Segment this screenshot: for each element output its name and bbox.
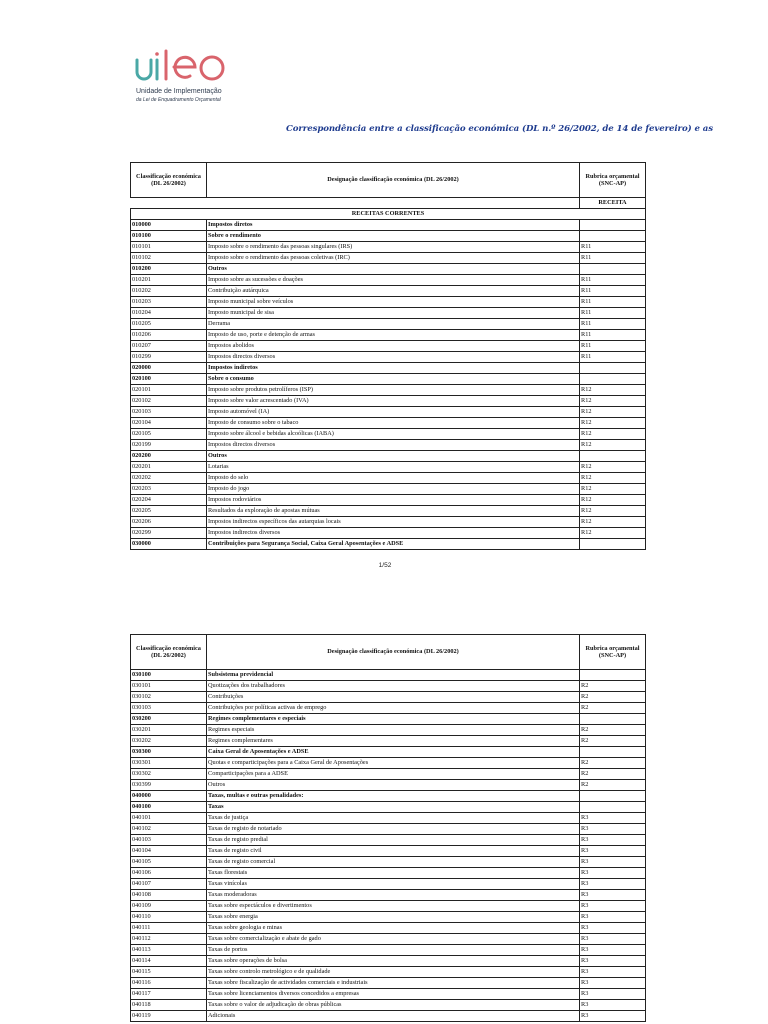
row-rubrica: R11 bbox=[580, 308, 646, 319]
header-rubrica: Rubrica orçamental (SNC-AP) bbox=[580, 163, 646, 198]
row-rubrica: R2 bbox=[580, 758, 646, 769]
row-rubrica: R11 bbox=[580, 319, 646, 330]
row-rubrica bbox=[580, 374, 646, 385]
table-row bbox=[131, 484, 646, 495]
row-description: Impostos rodoviários bbox=[207, 495, 580, 506]
table-row bbox=[131, 517, 646, 528]
row-code: 020102 bbox=[131, 396, 207, 407]
row-code: 030000 bbox=[131, 539, 207, 550]
row-description: Impostos directos diversos bbox=[207, 352, 580, 363]
row-code: 040102 bbox=[131, 824, 207, 835]
row-code: 020105 bbox=[131, 429, 207, 440]
table-row bbox=[131, 374, 646, 385]
row-code: 030399 bbox=[131, 780, 207, 791]
table-row bbox=[131, 736, 646, 747]
table-row bbox=[131, 1011, 646, 1022]
row-description: Outros bbox=[207, 264, 580, 275]
row-code: 040117 bbox=[131, 989, 207, 1000]
row-description: Taxas de registo civil bbox=[207, 846, 580, 857]
row-rubrica bbox=[580, 363, 646, 374]
table-row bbox=[131, 868, 646, 879]
row-rubrica: R3 bbox=[580, 835, 646, 846]
row-rubrica: R3 bbox=[580, 934, 646, 945]
table-row bbox=[131, 539, 646, 550]
row-description: Taxas sobre fiscalização de actividades comerciais e industriais bbox=[207, 978, 580, 989]
row-code: 010204 bbox=[131, 308, 207, 319]
row-rubrica: R2 bbox=[580, 692, 646, 703]
row-description: Adicionais bbox=[207, 1011, 580, 1022]
table-row bbox=[131, 451, 646, 462]
row-code: 040103 bbox=[131, 835, 207, 846]
row-code: 020202 bbox=[131, 473, 207, 484]
table-row bbox=[131, 824, 646, 835]
table-row bbox=[131, 923, 646, 934]
row-description: Lotarias bbox=[207, 462, 580, 473]
row-rubrica: R3 bbox=[580, 901, 646, 912]
row-code: 040105 bbox=[131, 857, 207, 868]
table-row bbox=[131, 769, 646, 780]
table-row bbox=[131, 275, 646, 286]
table-row bbox=[131, 956, 646, 967]
row-rubrica: R12 bbox=[580, 396, 646, 407]
row-description: Imposto sobre as sucessões e doações bbox=[207, 275, 580, 286]
row-description: Impostos indiretos bbox=[207, 363, 580, 374]
row-description: Caixa Geral de Aposentações e ADSE bbox=[207, 747, 580, 758]
row-description: Regimes complementares e especiais bbox=[207, 714, 580, 725]
row-rubrica: R3 bbox=[580, 978, 646, 989]
row-code: 010100 bbox=[131, 231, 207, 242]
table-row bbox=[131, 495, 646, 506]
row-rubrica bbox=[580, 539, 646, 550]
row-rubrica: R3 bbox=[580, 1011, 646, 1022]
row-description: Imposto municipal sobre veículos bbox=[207, 297, 580, 308]
row-rubrica: R3 bbox=[580, 813, 646, 824]
header-designacao: Designação classificação económica (DL 26/2002) bbox=[207, 635, 580, 670]
row-code: 010203 bbox=[131, 297, 207, 308]
header-rubrica: Rubrica orçamental (SNC-AP) bbox=[580, 635, 646, 670]
row-rubrica bbox=[580, 670, 646, 681]
row-code: 010200 bbox=[131, 264, 207, 275]
row-description: Taxas moderadoras bbox=[207, 890, 580, 901]
row-code: 020103 bbox=[131, 407, 207, 418]
row-code: 020200 bbox=[131, 451, 207, 462]
row-description: Imposto sobre valor acrescentado (IVA) bbox=[207, 396, 580, 407]
table-row bbox=[131, 1000, 646, 1011]
row-rubrica: R12 bbox=[580, 506, 646, 517]
table-row bbox=[131, 670, 646, 681]
table-row bbox=[131, 747, 646, 758]
table-row bbox=[131, 901, 646, 912]
row-code: 020101 bbox=[131, 385, 207, 396]
row-rubrica: R11 bbox=[580, 352, 646, 363]
table-row bbox=[131, 231, 646, 242]
row-rubrica: R3 bbox=[580, 923, 646, 934]
row-code: 040100 bbox=[131, 802, 207, 813]
header-classificacao: Classificação económica (DL 26/2002) bbox=[131, 163, 207, 198]
row-description: Contribuição autárquica bbox=[207, 286, 580, 297]
row-rubrica: R3 bbox=[580, 1000, 646, 1011]
row-code: 010299 bbox=[131, 352, 207, 363]
row-description: Taxas de portos bbox=[207, 945, 580, 956]
band-receitas-correntes: RECEITAS CORRENTES bbox=[131, 209, 646, 220]
row-description: Subsistema previdencial bbox=[207, 670, 580, 681]
table-row bbox=[131, 418, 646, 429]
row-rubrica: R12 bbox=[580, 440, 646, 451]
row-description: Taxas vinícolas bbox=[207, 879, 580, 890]
row-code: 020204 bbox=[131, 495, 207, 506]
logo-subtitle: Unidade de Implementação bbox=[136, 88, 222, 95]
logo-tagline: da Lei de Enquadramento Orçamental bbox=[136, 97, 221, 103]
table-row bbox=[131, 407, 646, 418]
table-row bbox=[131, 264, 646, 275]
row-code: 020299 bbox=[131, 528, 207, 539]
row-code: 030301 bbox=[131, 758, 207, 769]
row-code: 040115 bbox=[131, 967, 207, 978]
row-code: 040107 bbox=[131, 879, 207, 890]
table-row bbox=[131, 945, 646, 956]
row-description: Contribuições para Segurança Social, Caixa Geral Aposentações e ADSE bbox=[207, 539, 580, 550]
row-rubrica: R12 bbox=[580, 385, 646, 396]
row-code: 030102 bbox=[131, 692, 207, 703]
table-row bbox=[131, 967, 646, 978]
table-row bbox=[131, 352, 646, 363]
table-row bbox=[131, 758, 646, 769]
table-row bbox=[131, 890, 646, 901]
row-code: 020201 bbox=[131, 462, 207, 473]
row-description: Impostos abolidos bbox=[207, 341, 580, 352]
row-code: 040111 bbox=[131, 923, 207, 934]
band-receita-row bbox=[131, 198, 646, 209]
row-rubrica: R11 bbox=[580, 297, 646, 308]
table-row bbox=[131, 385, 646, 396]
row-description: Resultados da exploração de apostas mútuas bbox=[207, 506, 580, 517]
row-description: Regimes complementares bbox=[207, 736, 580, 747]
row-rubrica: R12 bbox=[580, 418, 646, 429]
row-code: 040119 bbox=[131, 1011, 207, 1022]
row-rubrica: R2 bbox=[580, 780, 646, 791]
table-row bbox=[131, 253, 646, 264]
table-header-row bbox=[131, 635, 646, 670]
row-description: Contribuições por políticas activas de emprego bbox=[207, 703, 580, 714]
row-code: 040101 bbox=[131, 813, 207, 824]
row-code: 020000 bbox=[131, 363, 207, 374]
row-description: Taxas bbox=[207, 802, 580, 813]
row-code: 010000 bbox=[131, 220, 207, 231]
row-code: 010101 bbox=[131, 242, 207, 253]
row-description: Outros bbox=[207, 780, 580, 791]
row-description: Imposto do selo bbox=[207, 473, 580, 484]
row-code: 010205 bbox=[131, 319, 207, 330]
row-rubrica: R3 bbox=[580, 890, 646, 901]
table-row bbox=[131, 835, 646, 846]
row-description: Taxas, multas e outras penalidades: bbox=[207, 791, 580, 802]
table-row bbox=[131, 725, 646, 736]
row-rubrica: R3 bbox=[580, 824, 646, 835]
row-description: Imposto automóvel (IA) bbox=[207, 407, 580, 418]
row-description: Impostos indirectos diversos bbox=[207, 528, 580, 539]
row-code: 040108 bbox=[131, 890, 207, 901]
row-rubrica bbox=[580, 264, 646, 275]
row-description: Taxas florestais bbox=[207, 868, 580, 879]
row-rubrica: R2 bbox=[580, 725, 646, 736]
row-rubrica: R12 bbox=[580, 484, 646, 495]
table2-body bbox=[131, 670, 646, 1022]
row-code: 020104 bbox=[131, 418, 207, 429]
row-rubrica: R11 bbox=[580, 242, 646, 253]
table-row bbox=[131, 846, 646, 857]
row-rubrica: R11 bbox=[580, 286, 646, 297]
row-code: 040106 bbox=[131, 868, 207, 879]
row-code: 040112 bbox=[131, 934, 207, 945]
row-code: 030202 bbox=[131, 736, 207, 747]
row-code: 010102 bbox=[131, 253, 207, 264]
row-code: 030201 bbox=[131, 725, 207, 736]
table-row bbox=[131, 703, 646, 714]
band-correntes-row bbox=[131, 209, 646, 220]
row-rubrica: R11 bbox=[580, 275, 646, 286]
row-rubrica: R11 bbox=[580, 341, 646, 352]
row-code: 010202 bbox=[131, 286, 207, 297]
row-description: Derrama bbox=[207, 319, 580, 330]
row-description: Taxas de registo predial bbox=[207, 835, 580, 846]
row-code: 040116 bbox=[131, 978, 207, 989]
row-description: Taxas de registo comercial bbox=[207, 857, 580, 868]
table-row bbox=[131, 396, 646, 407]
row-description: Taxas sobre comercialização e abate de gado bbox=[207, 934, 580, 945]
row-description: Imposto de uso, porte e detenção de armas bbox=[207, 330, 580, 341]
unileo-logo bbox=[132, 48, 252, 112]
row-rubrica: R3 bbox=[580, 857, 646, 868]
row-rubrica bbox=[580, 747, 646, 758]
row-code: 040110 bbox=[131, 912, 207, 923]
row-rubrica bbox=[580, 220, 646, 231]
table-row bbox=[131, 780, 646, 791]
row-rubrica: R3 bbox=[580, 846, 646, 857]
row-rubrica: R12 bbox=[580, 473, 646, 484]
row-rubrica bbox=[580, 802, 646, 813]
row-description: Impostos directos diversos bbox=[207, 440, 580, 451]
table-row bbox=[131, 934, 646, 945]
row-description: Imposto municipal de sisa bbox=[207, 308, 580, 319]
row-description: Comparticipações para a ADSE bbox=[207, 769, 580, 780]
table-row bbox=[131, 813, 646, 824]
row-code: 010201 bbox=[131, 275, 207, 286]
row-code: 030103 bbox=[131, 703, 207, 714]
table-row bbox=[131, 440, 646, 451]
row-rubrica: R12 bbox=[580, 495, 646, 506]
row-description: Taxas sobre geologia e minas bbox=[207, 923, 580, 934]
row-description: Imposto sobre o rendimento das pessoas coletivas (IRC) bbox=[207, 253, 580, 264]
row-description: Outros bbox=[207, 451, 580, 462]
row-code: 030300 bbox=[131, 747, 207, 758]
table-row bbox=[131, 297, 646, 308]
row-code: 040114 bbox=[131, 956, 207, 967]
row-description: Regimes especiais bbox=[207, 725, 580, 736]
table-row bbox=[131, 879, 646, 890]
row-code: 030302 bbox=[131, 769, 207, 780]
row-description: Imposto sobre produtos petrolíferos (ISP) bbox=[207, 385, 580, 396]
row-description: Contribuições bbox=[207, 692, 580, 703]
table-row bbox=[131, 330, 646, 341]
row-code: 030200 bbox=[131, 714, 207, 725]
row-description: Taxas sobre controlo metrológico e de qualidade bbox=[207, 967, 580, 978]
row-rubrica: R12 bbox=[580, 517, 646, 528]
classification-table-page2 bbox=[130, 634, 646, 1022]
table-row bbox=[131, 341, 646, 352]
table-row bbox=[131, 506, 646, 517]
table1-body bbox=[131, 198, 646, 550]
row-code: 020205 bbox=[131, 506, 207, 517]
document-title: Correspondência entre a classificação económica (DL n.º 26/2002, de 14 de fevereiro) e as bbox=[286, 124, 713, 134]
row-description: Taxas sobre licenciamentos diversos concedidos a empresas bbox=[207, 989, 580, 1000]
table-row bbox=[131, 220, 646, 231]
classification-table-page1 bbox=[130, 162, 646, 550]
table-row bbox=[131, 912, 646, 923]
row-description: Taxas sobre o valor de adjudicação de obras públicas bbox=[207, 1000, 580, 1011]
table-row bbox=[131, 242, 646, 253]
table-row bbox=[131, 363, 646, 374]
table-row bbox=[131, 681, 646, 692]
row-description: Taxas de justiça bbox=[207, 813, 580, 824]
table-row bbox=[131, 319, 646, 330]
row-description: Quotas e comparticipações para a Caixa Geral de Aposentações bbox=[207, 758, 580, 769]
header-designacao: Designação classificação económica (DL 26/2002) bbox=[207, 163, 580, 198]
row-code: 020199 bbox=[131, 440, 207, 451]
row-rubrica: R3 bbox=[580, 868, 646, 879]
row-rubrica bbox=[580, 791, 646, 802]
row-description: Impostos diretos bbox=[207, 220, 580, 231]
row-rubrica: R2 bbox=[580, 769, 646, 780]
table-row bbox=[131, 473, 646, 484]
row-description: Sobre o rendimento bbox=[207, 231, 580, 242]
table-row bbox=[131, 692, 646, 703]
row-code: 030100 bbox=[131, 670, 207, 681]
table-row bbox=[131, 714, 646, 725]
row-rubrica: R2 bbox=[580, 703, 646, 714]
row-rubrica: R2 bbox=[580, 736, 646, 747]
table-row bbox=[131, 791, 646, 802]
header-classificacao: Classificação económica (DL 26/2002) bbox=[131, 635, 207, 670]
row-code: 040118 bbox=[131, 1000, 207, 1011]
row-code: 020203 bbox=[131, 484, 207, 495]
row-code: 030101 bbox=[131, 681, 207, 692]
table-row bbox=[131, 429, 646, 440]
table-row bbox=[131, 989, 646, 1000]
table-row bbox=[131, 528, 646, 539]
row-rubrica: R3 bbox=[580, 967, 646, 978]
row-rubrica: R3 bbox=[580, 989, 646, 1000]
row-rubrica: R12 bbox=[580, 429, 646, 440]
row-code: 020206 bbox=[131, 517, 207, 528]
row-rubrica bbox=[580, 231, 646, 242]
table-header-row bbox=[131, 163, 646, 198]
row-rubrica bbox=[580, 714, 646, 725]
row-rubrica: R2 bbox=[580, 681, 646, 692]
row-code: 010206 bbox=[131, 330, 207, 341]
table-row bbox=[131, 857, 646, 868]
table-row bbox=[131, 978, 646, 989]
row-description: Imposto do jogo bbox=[207, 484, 580, 495]
row-rubrica: R3 bbox=[580, 956, 646, 967]
table-row bbox=[131, 308, 646, 319]
row-rubrica: R3 bbox=[580, 912, 646, 923]
row-description: Imposto de consumo sobre o tabaco bbox=[207, 418, 580, 429]
row-description: Impostos indirectos específicos das autarquias locais bbox=[207, 517, 580, 528]
page-number: 1/52 bbox=[378, 562, 392, 569]
row-rubrica: R12 bbox=[580, 407, 646, 418]
row-description: Imposto sobre o rendimento das pessoas singulares (IRS) bbox=[207, 242, 580, 253]
row-rubrica: R3 bbox=[580, 879, 646, 890]
row-code: 040104 bbox=[131, 846, 207, 857]
row-description: Sobre o consumo bbox=[207, 374, 580, 385]
row-code: 010207 bbox=[131, 341, 207, 352]
row-code: 020100 bbox=[131, 374, 207, 385]
row-rubrica: R12 bbox=[580, 528, 646, 539]
unileo-wordmark-icon bbox=[132, 48, 232, 88]
row-rubrica: R3 bbox=[580, 945, 646, 956]
row-rubrica: R12 bbox=[580, 462, 646, 473]
row-description: Taxas sobre energia bbox=[207, 912, 580, 923]
row-code: 040000 bbox=[131, 791, 207, 802]
row-description: Taxas de registo de notariado bbox=[207, 824, 580, 835]
row-description: Taxas sobre espectáculos e divertimentos bbox=[207, 901, 580, 912]
row-code: 040109 bbox=[131, 901, 207, 912]
row-description: Imposto sobre álcool e bebidas alcoólicas (IABA) bbox=[207, 429, 580, 440]
row-description: Taxas sobre operações de bolsa bbox=[207, 956, 580, 967]
row-rubrica: R11 bbox=[580, 330, 646, 341]
row-code: 040113 bbox=[131, 945, 207, 956]
table-row bbox=[131, 802, 646, 813]
row-rubrica: R11 bbox=[580, 253, 646, 264]
table-row bbox=[131, 286, 646, 297]
table-row bbox=[131, 462, 646, 473]
row-description: Quotizações dos trabalhadores bbox=[207, 681, 580, 692]
band-receita: RECEITA bbox=[580, 198, 646, 209]
row-rubrica bbox=[580, 451, 646, 462]
